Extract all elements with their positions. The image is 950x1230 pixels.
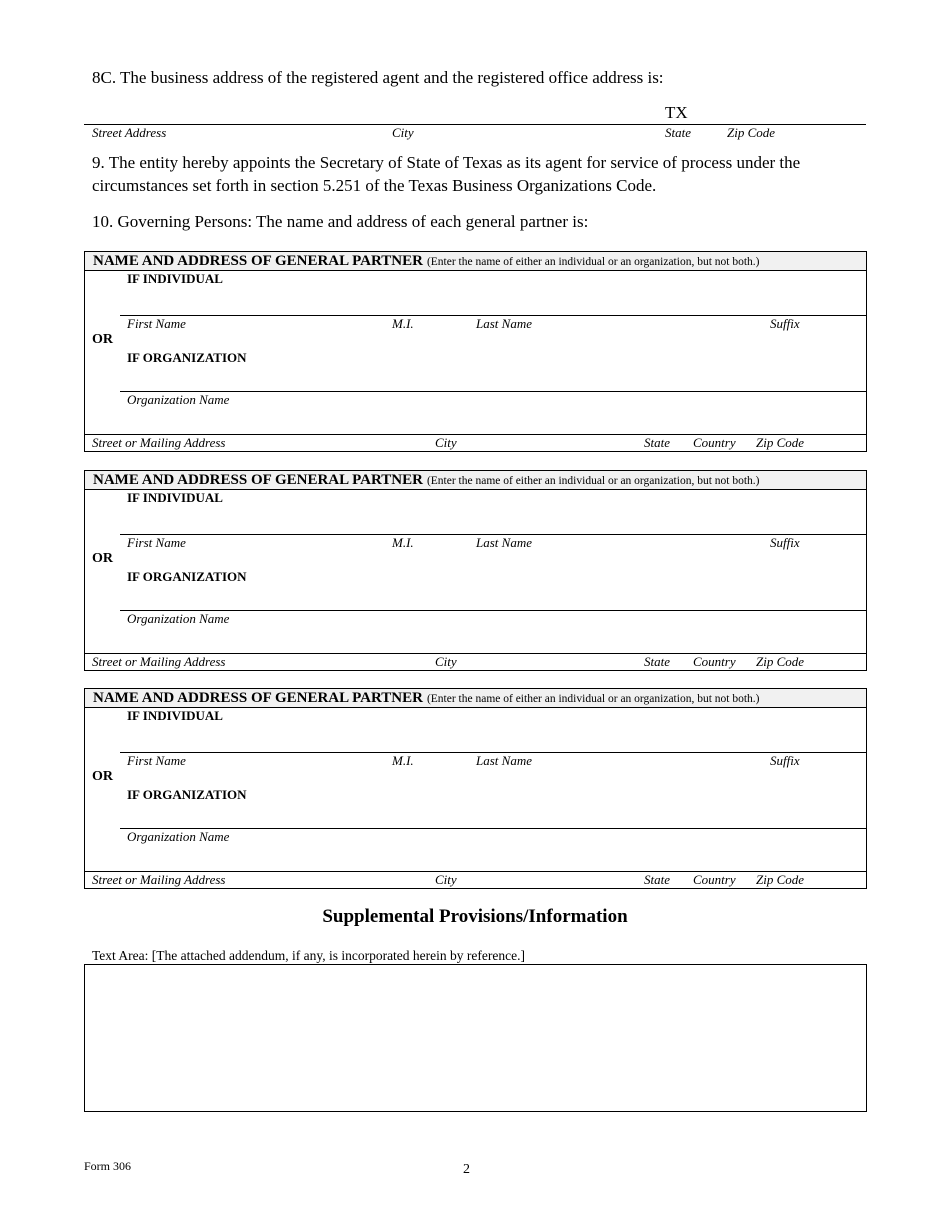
street-mailing-label: Street or Mailing Address	[92, 435, 226, 450]
last-name-label: Last Name	[476, 535, 532, 550]
organization-name-input[interactable]	[127, 803, 861, 829]
page-number: 2	[463, 1162, 470, 1177]
organization-name-label: Organization Name	[127, 829, 230, 844]
country-label: Country	[693, 654, 736, 669]
first-name-label: First Name	[127, 753, 186, 768]
general-partner-title: NAME AND ADDRESS OF GENERAL PARTNER	[93, 253, 423, 269]
if-individual-label: IF INDIVIDUAL	[127, 490, 223, 505]
state-label: State	[644, 654, 670, 669]
general-partner-title: NAME AND ADDRESS OF GENERAL PARTNER	[93, 690, 423, 706]
if-organization-label: IF ORGANIZATION	[127, 569, 247, 584]
zip-code-label: Zip Code	[727, 125, 776, 140]
organization-line	[120, 610, 867, 611]
suffix-label: Suffix	[770, 753, 800, 768]
general-partner-header	[85, 252, 866, 271]
form-number: Form 306	[84, 1159, 132, 1173]
city-label: City	[435, 654, 457, 669]
item-10-text: 10. Governing Persons: The name and address of each general partner is:	[92, 212, 589, 231]
individual-name-input[interactable]	[127, 507, 861, 533]
first-name-label: First Name	[127, 316, 186, 331]
supplemental-heading: Supplemental Provisions/Information	[322, 906, 628, 927]
text-area-label: Text Area: [The attached addendum, if any, is incorporated herein by reference.]	[92, 948, 525, 963]
if-organization-label: IF ORGANIZATION	[127, 350, 247, 365]
suffix-label: Suffix	[770, 316, 800, 331]
mailing-address-input[interactable]	[92, 412, 866, 434]
city-label: City	[392, 125, 414, 140]
mi-label: M.I.	[392, 535, 414, 550]
general-partner-note: (Enter the name of either an individual or an organization, but not both.)	[426, 475, 760, 487]
general-partner-note: (Enter the name of either an individual or an organization, but not both.)	[426, 256, 760, 268]
general-partner-block-1	[84, 251, 867, 452]
item-9-text	[92, 151, 862, 197]
country-label: Country	[693, 872, 736, 887]
suffix-label: Suffix	[770, 535, 800, 550]
zip-code-label: Zip Code	[756, 654, 805, 669]
country-label: Country	[693, 435, 736, 450]
if-individual-label: IF INDIVIDUAL	[127, 271, 223, 286]
individual-name-input[interactable]	[127, 288, 861, 314]
if-individual-label: IF INDIVIDUAL	[127, 708, 223, 723]
last-name-label: Last Name	[476, 316, 532, 331]
street-address-input[interactable]	[92, 104, 386, 124]
organization-line	[120, 828, 867, 829]
or-label: OR	[92, 551, 113, 566]
state-label: State	[644, 435, 670, 450]
general-partner-note: (Enter the name of either an individual or an organization, but not both.)	[426, 693, 760, 705]
general-partner-block-2	[84, 470, 867, 671]
organization-name-input[interactable]	[127, 366, 861, 392]
or-label: OR	[92, 332, 113, 347]
state-label: State	[665, 125, 691, 140]
general-partner-block-3	[84, 688, 867, 889]
state-label: State	[644, 872, 670, 887]
general-partner-header	[85, 471, 866, 490]
supplemental-text-area[interactable]	[84, 964, 867, 1112]
organization-name-label: Organization Name	[127, 392, 230, 407]
if-organization-label: IF ORGANIZATION	[127, 787, 247, 802]
mailing-address-input[interactable]	[92, 631, 866, 653]
individual-name-input[interactable]	[127, 725, 861, 751]
mi-label: M.I.	[392, 316, 414, 331]
street-address-label: Street Address	[92, 125, 167, 140]
city-label: City	[435, 872, 457, 887]
city-label: City	[435, 435, 457, 450]
zip-code-label: Zip Code	[756, 435, 805, 450]
first-name-label: First Name	[127, 535, 186, 550]
mailing-address-input[interactable]	[92, 849, 866, 871]
organization-name-label: Organization Name	[127, 611, 230, 626]
zip-code-label: Zip Code	[756, 872, 805, 887]
street-mailing-label: Street or Mailing Address	[92, 872, 226, 887]
state-value: TX	[665, 103, 688, 122]
item-9-text-content: 9. The entity hereby appoints the Secretary of State of Texas as its agent for service of process under the circumstances set forth in section 5.251 of the Texas Business Organizations Code.	[92, 153, 801, 195]
general-partner-header	[85, 689, 866, 708]
zip-code-input[interactable]	[727, 104, 861, 124]
general-partner-title: NAME AND ADDRESS OF GENERAL PARTNER	[93, 472, 423, 488]
organization-line	[120, 391, 867, 392]
street-mailing-label: Street or Mailing Address	[92, 654, 226, 669]
mi-label: M.I.	[392, 753, 414, 768]
last-name-label: Last Name	[476, 753, 532, 768]
or-label: OR	[92, 769, 113, 784]
city-input[interactable]	[392, 104, 656, 124]
organization-name-input[interactable]	[127, 585, 861, 611]
item-8c-text: 8C. The business address of the registered agent and the registered office address is:	[92, 68, 664, 87]
